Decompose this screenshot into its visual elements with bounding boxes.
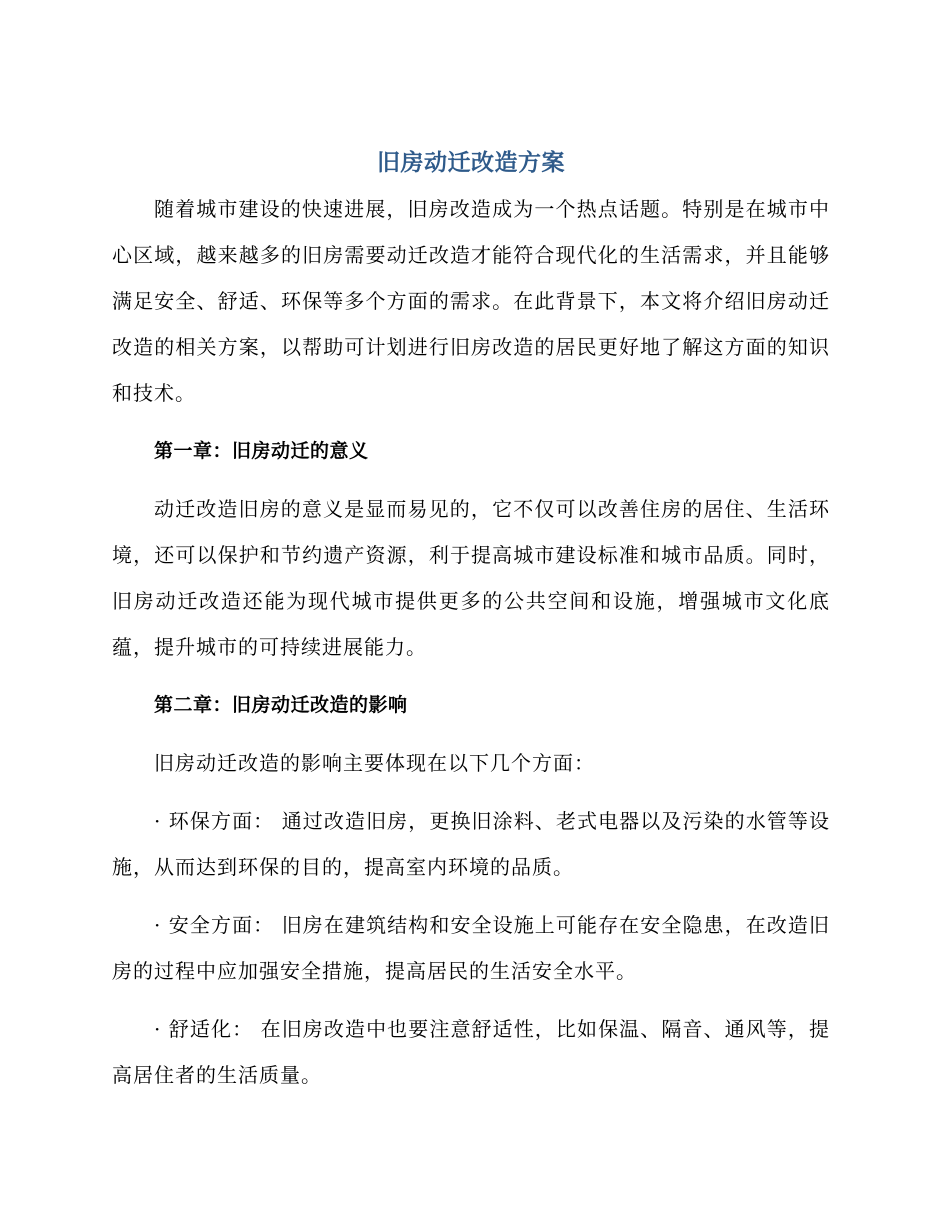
list-item-comfort: · 舒适化： 在旧房改造中也要注意舒适性，比如保温、隔音、通风等，提高居住者的生活质量。 xyxy=(112,1017,830,1087)
chapter-1-heading: 第一章：旧房动迁的意义 xyxy=(154,440,369,462)
spacer xyxy=(112,890,830,902)
document-body xyxy=(112,140,830,1098)
list-item-safety: · 安全方面： 旧房在建筑结构和安全设施上可能存在安全隐患，在改造旧房的过程中应加强安全措施，提高居民的生活安全水平。 xyxy=(112,913,830,983)
spacer xyxy=(112,416,830,428)
spacer xyxy=(112,786,830,798)
spacer xyxy=(112,994,830,1006)
spacer xyxy=(112,474,830,486)
chapter-2-lead: 旧房动迁改造的影响主要体现在以下几个方面： xyxy=(154,751,595,775)
document-title: 旧房动迁改造方案 xyxy=(377,150,565,176)
spacer xyxy=(112,728,830,740)
intro-paragraph: 随着城市建设的快速进展，旧房改造成为一个热点话题。特别是在城市中心区域，越来越多的旧房需要动迁改造才能符合现代化的生活需求，并且能够满足安全、舒适、环保等多个方面的需求。在此背景下，本文将介绍旧房动迁改造的相关方案，以帮助可计划进行旧房改造的居民更好地了解这方面的知识和技术。 xyxy=(112,197,830,405)
spacer xyxy=(112,670,830,682)
list-item-environment: · 环保方面： 通过改造旧房，更换旧涂料、老式电器以及污染的水管等设施，从而达到环保的目的，提高室内环境的品质。 xyxy=(112,809,830,879)
chapter-2-heading: 第二章：旧房动迁改造的影响 xyxy=(154,694,408,716)
chapter-1-paragraph: 动迁改造旧房的意义是显而易见的，它不仅可以改善住房的居住、生活环境，还可以保护和节约遗产资源，利于提高城市建设标准和城市品质。同时，旧房动迁改造还能为现代城市提供更多的公共空间和设施，增强城市文化底蕴，提升城市的可持续进展能力。 xyxy=(112,497,830,659)
